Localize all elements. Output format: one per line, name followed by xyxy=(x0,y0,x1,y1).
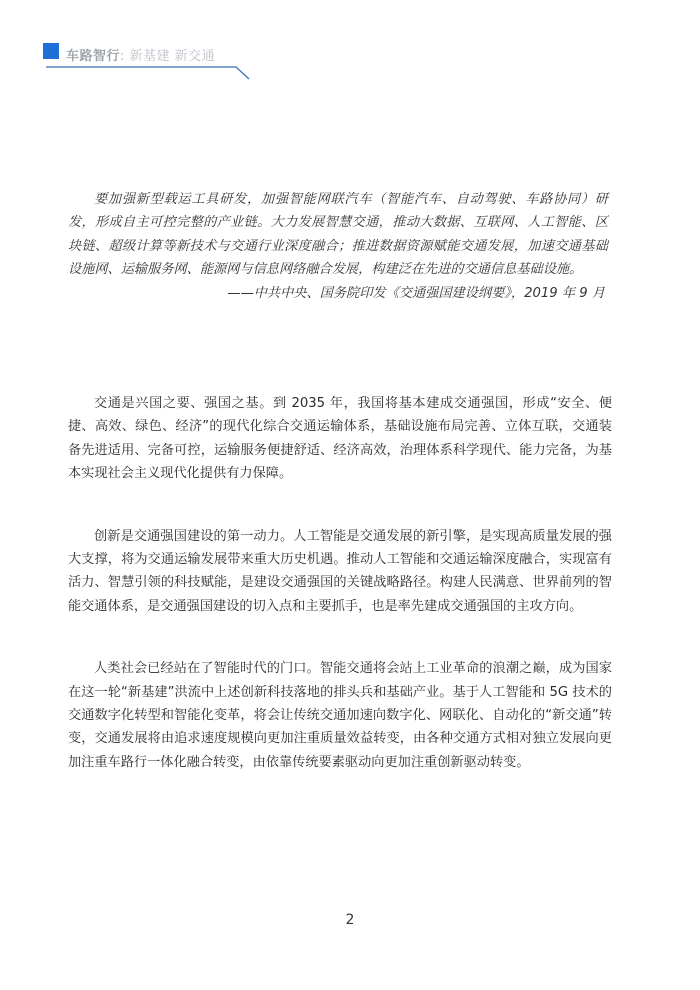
page-header xyxy=(0,0,700,90)
page-number: 2 xyxy=(345,912,355,928)
paragraph-3: 人类社会已经站在了智能时代的门口。智能交通将会站上工业革命的浪潮之巅，成为国家在这一轮“新基建”洪流中上述创新科技落地的排头兵和基础产业。基于人工智能和 5G 技术的交通数字化转型和智能化变革，将会让传统交通加速向数字化、网联化、自动化的“新交通”转变，交通发展将由追求速度规模向更加注重质量效益转变，由各种交通方式相对独立发展向更加注重车路行一体化融合转变，由依靠传统要素驱动向更加注重创新驱动转变。 xyxy=(68,661,612,770)
paragraph-2: 创新是交通强国建设的第一动力。人工智能是交通发展的新引擎，是实现高质量发展的强大支撑，将为交通运输发展带来重大历史机遇。推动人工智能和交通运输深度融合，实现富有活力、智慧引领的科技赋能，是建设交通强国的关键战略路径。构建人民满意、世界前列的智能交通体系，是交通强国建设的切入点和主要抓手，也是率先建成交通强国的主攻方向。 xyxy=(68,528,612,614)
header-separator: : xyxy=(120,49,125,64)
header-brand: 车路智行 xyxy=(66,49,121,64)
epigraph-quote xyxy=(68,188,608,305)
header-subtitle: 新基建 新交通 xyxy=(129,49,216,64)
paragraph-1: 交通是兴国之要、强国之基。到 2035 年，我国将基本建成交通强国，形成“安全、便捷、高效、绿色、经济”的现代化综合交通运输体系，基础设施布局完善、立体互联，交通装备先进适用、完备可控，运输服务便捷舒适、经济高效，治理体系科学现代、能力完备，为基本实现社会主义现代化提供有力保障。 xyxy=(68,396,612,482)
body-text xyxy=(68,392,612,813)
quote-source: ——中共中央、国务院印发《交通强国建设纲要》，2019 年 9 月 xyxy=(227,285,605,301)
quote-text: 要加强新型载运工具研发，加强智能网联汽车（智能汽车、自动驾驶、车路协同）研发，形成自主可控完整的产业链。大力发展智慧交通，推动大数据、互联网、人工智能、区块链、超级计算等新技术与交通行业深度融合；推进数据资源赋能交通发展，加速交通基础设施网、运输服务网、能源网与信息网络融合发展，构建泛在先进的交通信息基础设施。 xyxy=(68,192,608,278)
header-rule-line xyxy=(0,0,700,90)
